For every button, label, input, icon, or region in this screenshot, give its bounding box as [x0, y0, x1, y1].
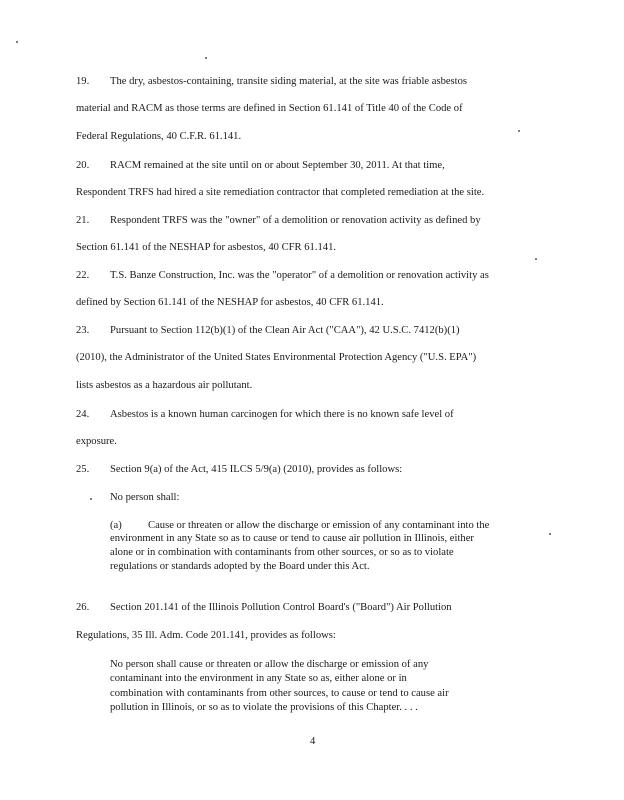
scan-speck [90, 498, 92, 500]
paragraph-line: material and RACM as those terms are defined in Section 61.141 of Title 40 of the Code of [76, 103, 463, 114]
quote-line: alone or in combination with contaminants from other sources, or so as to violate [110, 547, 454, 558]
paragraph-line: Respondent TRFS was the "owner" of a demolition or renovation activity as defined by [110, 215, 481, 226]
paragraph-number: 21. [76, 215, 90, 226]
paragraph-line: T.S. Banze Construction, Inc. was the "operator" of a demolition or renovation activity as [110, 270, 489, 281]
page-number: 4 [310, 736, 316, 747]
quote-line: contaminant into the environment in any State so as, either alone or in [110, 673, 407, 684]
paragraph-line: Section 9(a) of the Act, 415 ILCS 5/9(a) (2010), provides as follows: [110, 464, 403, 475]
paragraph-line: Asbestos is a known human carcinogen for which there is no known safe level of [110, 409, 454, 420]
scan-speck [535, 258, 537, 260]
paragraph-line: Pursuant to Section 112(b)(1) of the Clean Air Act ("CAA"), 42 U.S.C. 7412(b)(1) [110, 325, 460, 336]
paragraph-number: 19. [76, 76, 90, 87]
paragraph-number: 22. [76, 270, 90, 281]
paragraph-number: 25. [76, 464, 90, 475]
quote-item-label: (a) [110, 520, 122, 531]
paragraph-line: Section 61.141 of the NESHAP for asbestos, 40 CFR 61.141. [76, 242, 337, 253]
paragraph-line: defined by Section 61.141 of the NESHAP for asbestos, 40 CFR 61.141. [76, 297, 384, 308]
paragraph-line: The dry, asbestos-containing, transite siding material, at the site was friable asbestos [110, 76, 468, 87]
scan-speck [549, 533, 551, 535]
quote-line: environment in any State so as to cause or tend to cause air pollution in Illinois, either [110, 533, 474, 544]
quote-line: pollution in Illinois, or so as to violate the provisions of this Chapter. . . . [110, 702, 418, 713]
paragraph-line: lists asbestos as a hazardous air pollutant. [76, 380, 253, 391]
paragraph-line: RACM remained at the site until on or about September 30, 2011. At that time, [110, 160, 445, 171]
paragraph-line: (2010), the Administrator of the United States Environmental Protection Agency ("U.S. EPA") [76, 352, 477, 363]
paragraph-number: 20. [76, 160, 90, 171]
paragraph-line: Regulations, 35 Ill. Adm. Code 201.141, provides as follows: [76, 630, 336, 641]
paragraph-line: Section 201.141 of the Illinois Pollution Control Board's ("Board") Air Pollution [110, 602, 452, 613]
paragraph-line: Federal Regulations, 40 C.F.R. 61.141. [76, 131, 242, 142]
quote-line: No person shall cause or threaten or allow the discharge or emission of any [110, 659, 429, 670]
paragraph-number: 26. [76, 602, 90, 613]
scan-speck [518, 130, 520, 132]
quote-line: combination with contaminants from other sources, to cause or tend to cause air [110, 688, 449, 699]
scan-speck [205, 57, 207, 59]
scan-speck [16, 41, 18, 43]
quote-lead: No person shall: [110, 492, 180, 503]
paragraph-number: 23. [76, 325, 90, 336]
paragraph-line: Respondent TRFS had hired a site remediation contractor that completed remediation at the site. [76, 187, 485, 198]
quote-line: regulations or standards adopted by the Board under this Act. [110, 561, 370, 572]
quote-line: Cause or threaten or allow the discharge or emission of any contaminant into the [148, 520, 490, 531]
paragraph-number: 24. [76, 409, 90, 420]
paragraph-line: exposure. [76, 436, 117, 447]
